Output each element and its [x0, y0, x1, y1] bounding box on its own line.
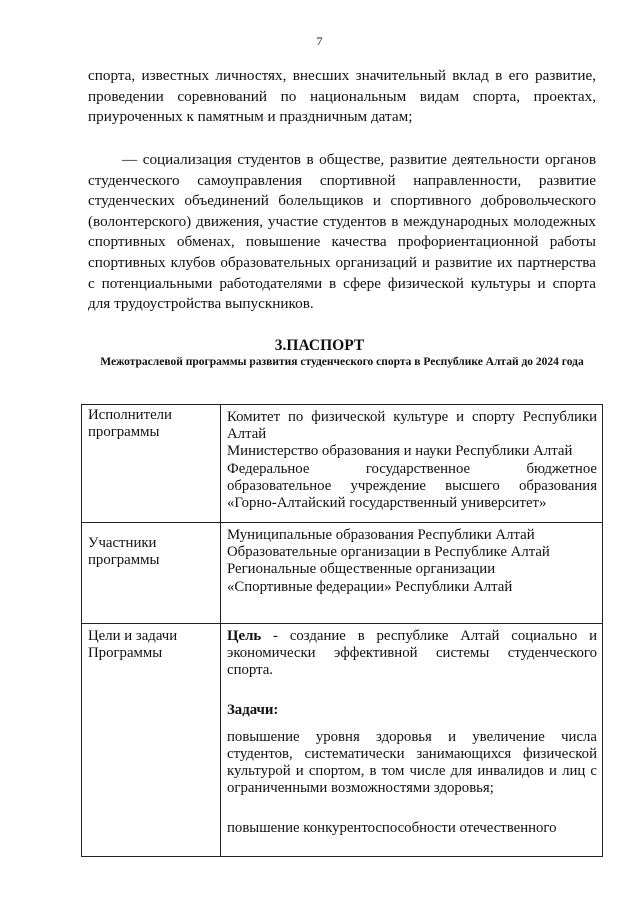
row-content-executors: [221, 405, 603, 523]
table-row: [82, 523, 603, 624]
page-number: 7: [316, 34, 323, 48]
table-row: [82, 624, 603, 857]
row-content-participants: [221, 523, 603, 624]
executor-2: Министерство образования и науки Республики Алтай: [227, 443, 573, 460]
label-line: программы: [88, 552, 160, 569]
participant-2: Образовательные организации в Республике Алтай: [227, 544, 550, 561]
task-item: повышение уровня здоровья и увеличение числа студентов, систематически занимающихся физической культурой и спортом, в том числе для инвалидов и лиц с ограниченными возможностями здоровья;: [227, 728, 597, 797]
participant-1: Муниципальные образования Республики Алтай: [227, 527, 535, 543]
row-label-participants: [82, 523, 221, 624]
tasks-heading: Задачи:: [227, 701, 279, 718]
row-content-goals: [221, 624, 603, 857]
section-title: 3.ПАСПОРТ: [274, 337, 365, 354]
goal-text: [227, 628, 597, 680]
goal-label: Цель: [227, 628, 262, 644]
paragraph-2: — социализация студентов в обществе, развитие деятельности органов студенческого самоуправления спортивной направленности, развитие студенческих объединений болельщиков и спортивного добровольческого (волонтерского) движения, участие студентов в международных молодежных спортивных обменах, повышение качества профориентационной работы спортивных клубов образовательных организаций и развитие их партнерства с потенциальными работодателями в сфере физической культуры и спорта для трудоустройства выпускников.: [88, 151, 596, 313]
passport-table: [81, 404, 603, 857]
participant-3: Региональные общественные организации: [227, 561, 496, 578]
goal-description: - создание в республике Алтай социально и экономически эффективной системы студенческого спорта.: [227, 628, 597, 679]
paragraph-1: спорта, известных личностях, внесших значительный вклад в его развитие, проведении соревнований по национальным видам спорта, проектах, приуроченных к памятным и праздничным датам;: [88, 67, 596, 126]
executor-3: Федеральное государственное бюджетное образовательное учреждение высшего образования «Горно-Алтайский государственный университет»: [227, 460, 597, 512]
label-line: Участники: [88, 535, 157, 551]
label-line: Исполнители: [88, 407, 172, 423]
row-label-goals: [82, 624, 221, 857]
task-item: повышение конкурентоспособности отечественного: [227, 819, 557, 836]
row-label-executors: [82, 405, 221, 523]
table-row: [82, 405, 603, 523]
label-line: Программы: [88, 645, 163, 662]
label-line: Цели и задачи: [88, 628, 178, 644]
participant-4: «Спортивные федерации» Республики Алтай: [227, 578, 513, 595]
section-subtitle: Межотраслевой программы развития студенческого спорта в Республике Алтай до 2024 года: [100, 356, 584, 368]
executor-1: Комитет по физической культуре и спорту Республики Алтай: [227, 409, 597, 443]
label-line: программы: [88, 424, 160, 441]
